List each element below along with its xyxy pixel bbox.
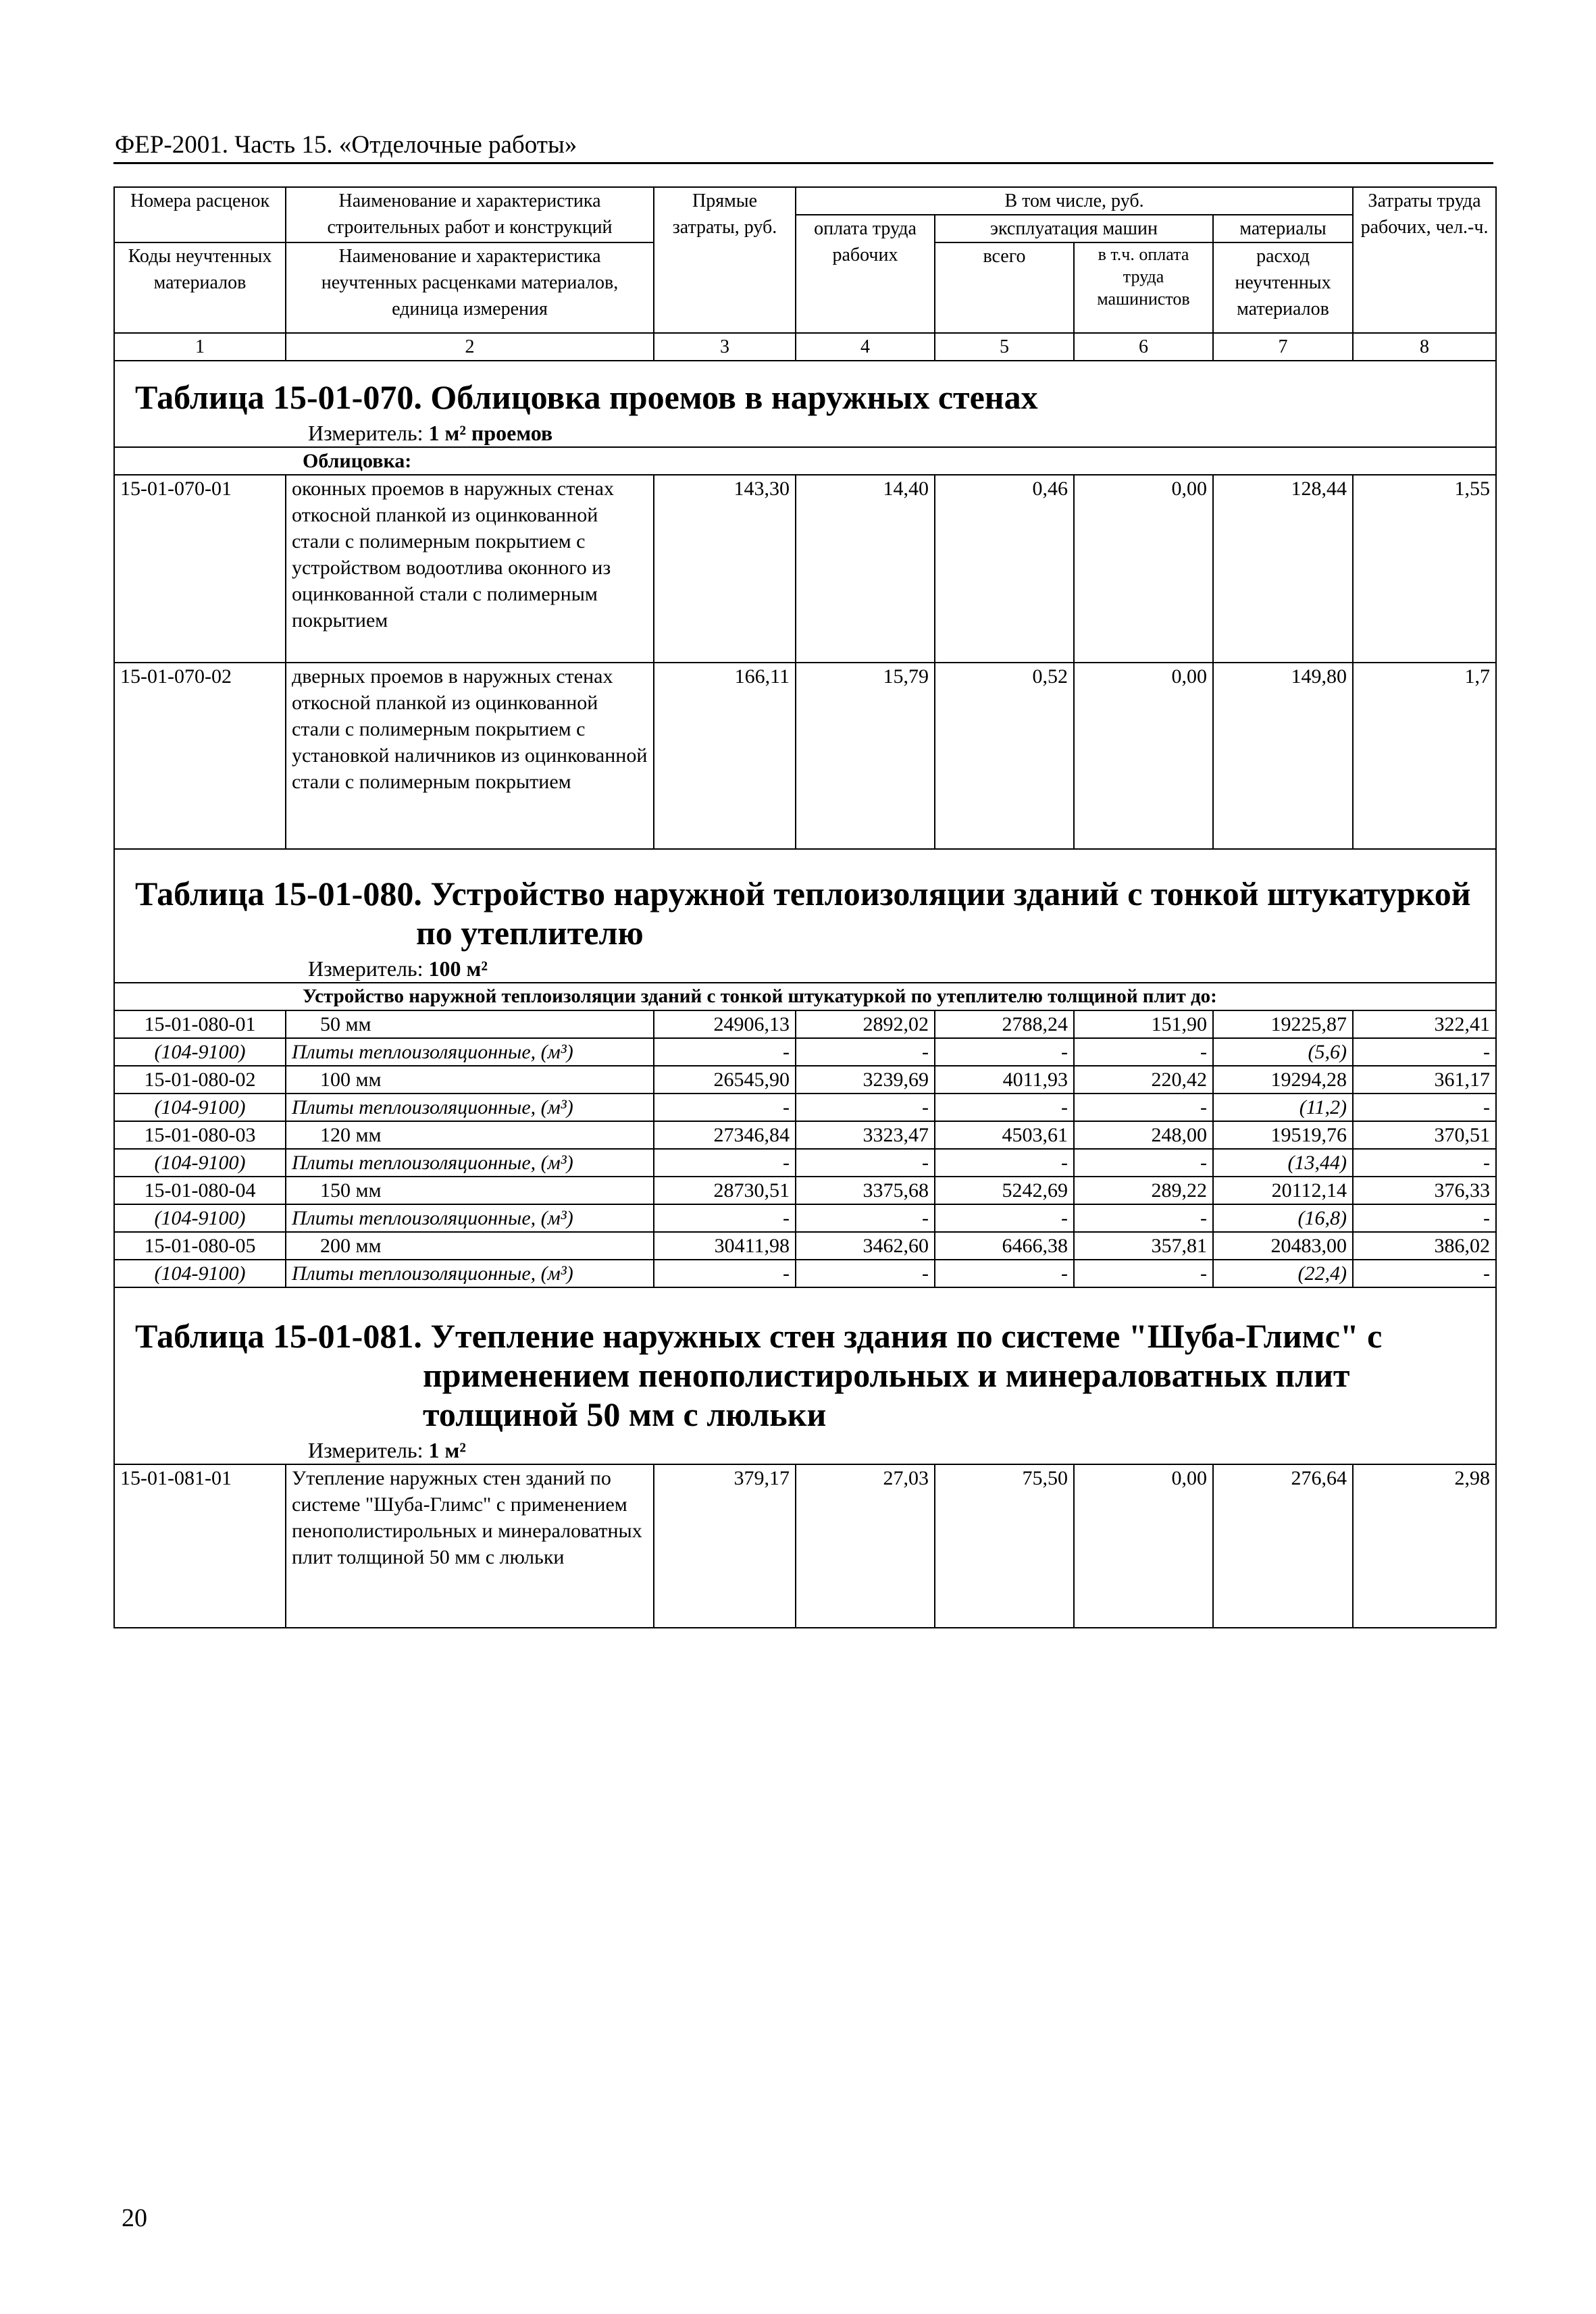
header-rule xyxy=(113,162,1493,164)
machines-wages: 248,00 xyxy=(1074,1121,1213,1149)
labour: 322,41 xyxy=(1353,1010,1496,1038)
table-title-continued: толщиной 50 мм с люльки xyxy=(423,1395,827,1433)
page-number: 20 xyxy=(122,2204,147,2232)
table-title-continued: по утеплителю xyxy=(416,914,644,952)
machines-wages: 357,81 xyxy=(1074,1232,1213,1260)
col-header-machines: эксплуатация машин xyxy=(935,215,1213,242)
material-name: Плиты теплоизоляционные, (м³) xyxy=(286,1038,654,1066)
material-value: - xyxy=(1353,1204,1496,1232)
material-value: - xyxy=(1074,1204,1213,1232)
material-value: - xyxy=(935,1149,1074,1177)
direct-cost: 24906,13 xyxy=(654,1010,796,1038)
col-header-machines-total: всего xyxy=(935,242,1074,333)
rate-name: Утепление наружных стен зданий по системе "Шуба-Глимс" с применением пенополистирольных и минераловатных плит толщиной 50 мм с люльки xyxy=(286,1464,654,1628)
col-header-machines-wages: в т.ч. оплата труда машинистов xyxy=(1074,242,1213,333)
measure-label: Измеритель: xyxy=(308,421,423,445)
material-name: Плиты теплоизоляционные, (м³) xyxy=(286,1094,654,1121)
rate-code: 15-01-081-01 xyxy=(114,1464,286,1628)
machines-total: 2788,24 xyxy=(935,1010,1074,1038)
direct-cost: 143,30 xyxy=(654,475,796,663)
wages: 3239,69 xyxy=(796,1066,935,1094)
rate-name: 150 мм xyxy=(286,1177,654,1204)
machines-wages: 0,00 xyxy=(1074,475,1213,663)
material-code: (104-9100) xyxy=(114,1094,286,1121)
direct-cost: 28730,51 xyxy=(654,1177,796,1204)
material-value: - xyxy=(1074,1260,1213,1287)
table-title: Таблица 15-01-081. Утепление наружных стен здания по системе "Шуба-Глимс" с xyxy=(135,1317,1383,1355)
col-number: 2 xyxy=(286,333,654,361)
section-heading: Устройство наружной теплоизоляции зданий с тонкой штукатуркой по утеплителю толщиной плит до: xyxy=(114,983,1496,1010)
direct-cost: 30411,98 xyxy=(654,1232,796,1260)
material-value: - xyxy=(935,1260,1074,1287)
materials: 149,80 xyxy=(1213,663,1353,849)
materials: 128,44 xyxy=(1213,475,1353,663)
wages: 3323,47 xyxy=(796,1121,935,1149)
col-header-rate-number: Номера расценок xyxy=(114,187,286,242)
rate-name: 50 мм xyxy=(286,1010,654,1038)
labour: 2,98 xyxy=(1353,1464,1496,1628)
labour: 376,33 xyxy=(1353,1177,1496,1204)
rate-name: 200 мм xyxy=(286,1232,654,1260)
material-use: (5,6) xyxy=(1213,1038,1353,1066)
col-header-materials: материалы xyxy=(1213,215,1353,242)
rate-code: 15-01-080-01 xyxy=(114,1010,286,1038)
measure-value: 1 м² проемов xyxy=(428,421,553,445)
rates-table xyxy=(113,186,1497,1628)
rate-name: дверных проемов в наружных стенах откосной планкой из оцинкованной стали с полимерным покрытием с установкой наличников из оцинкованной стали с полимерным покрытием xyxy=(286,663,654,849)
material-value: - xyxy=(654,1094,796,1121)
table-title-continued: применением пенополистирольных и минераловатных плит xyxy=(423,1356,1350,1394)
measure-value: 100 м² xyxy=(428,956,488,981)
machines-wages: 151,90 xyxy=(1074,1010,1213,1038)
material-value: - xyxy=(796,1038,935,1066)
material-value: - xyxy=(1353,1094,1496,1121)
col-header-work-name: Наименование и характеристика строительных работ и конструкций xyxy=(286,187,654,242)
material-value: - xyxy=(935,1094,1074,1121)
labour: 1,7 xyxy=(1353,663,1496,849)
material-use: (16,8) xyxy=(1213,1204,1353,1232)
rate-code: 15-01-070-02 xyxy=(114,663,286,849)
material-value: - xyxy=(935,1204,1074,1232)
machines-wages: 0,00 xyxy=(1074,663,1213,849)
machines-total: 0,52 xyxy=(935,663,1074,849)
wages: 2892,02 xyxy=(796,1010,935,1038)
rate-code: 15-01-080-04 xyxy=(114,1177,286,1204)
measure-value: 1 м² xyxy=(428,1438,466,1462)
direct-cost: 26545,90 xyxy=(654,1066,796,1094)
material-name: Плиты теплоизоляционные, (м³) xyxy=(286,1260,654,1287)
material-use: (13,44) xyxy=(1213,1149,1353,1177)
machines-wages: 0,00 xyxy=(1074,1464,1213,1628)
materials: 20483,00 xyxy=(1213,1232,1353,1260)
measure-line xyxy=(120,952,1490,982)
direct-cost: 166,11 xyxy=(654,663,796,849)
materials: 276,64 xyxy=(1213,1464,1353,1628)
col-header-materials-use: расход неучтенных материалов xyxy=(1213,242,1353,333)
materials: 19225,87 xyxy=(1213,1010,1353,1038)
machines-total: 0,46 xyxy=(935,475,1074,663)
col-header-material-codes: Коды неучтенных материалов xyxy=(114,242,286,333)
material-value: - xyxy=(654,1149,796,1177)
material-value: - xyxy=(1074,1149,1213,1177)
wages: 3462,60 xyxy=(796,1232,935,1260)
material-value: - xyxy=(935,1038,1074,1066)
measure-line xyxy=(120,417,1490,446)
labour: 386,02 xyxy=(1353,1232,1496,1260)
machines-total: 75,50 xyxy=(935,1464,1074,1628)
material-value: - xyxy=(654,1038,796,1066)
material-value: - xyxy=(796,1204,935,1232)
table-title: Таблица 15-01-080. Устройство наружной теплоизоляции зданий с тонкой штукатуркой xyxy=(135,875,1471,912)
machines-wages: 220,42 xyxy=(1074,1066,1213,1094)
running-head: ФЕР-2001. Часть 15. «Отделочные работы» xyxy=(115,131,577,159)
material-use: (22,4) xyxy=(1213,1260,1353,1287)
wages: 14,40 xyxy=(796,475,935,663)
material-value: - xyxy=(1353,1260,1496,1287)
rate-code: 15-01-080-02 xyxy=(114,1066,286,1094)
rate-code: 15-01-070-01 xyxy=(114,475,286,663)
material-code: (104-9100) xyxy=(114,1149,286,1177)
machines-total: 6466,38 xyxy=(935,1232,1074,1260)
col-number: 3 xyxy=(654,333,796,361)
wages: 3375,68 xyxy=(796,1177,935,1204)
machines-total: 4503,61 xyxy=(935,1121,1074,1149)
col-header-labour: Затраты труда рабочих, чел.-ч. xyxy=(1353,187,1496,333)
col-number: 1 xyxy=(114,333,286,361)
material-value: - xyxy=(654,1204,796,1232)
section-heading: Облицовка: xyxy=(114,447,1496,475)
machines-total: 4011,93 xyxy=(935,1066,1074,1094)
material-value: - xyxy=(1074,1094,1213,1121)
wages: 15,79 xyxy=(796,663,935,849)
table-title: Таблица 15-01-070. Облицовка проемов в наружных стенах xyxy=(135,378,1038,416)
col-number: 4 xyxy=(796,333,935,361)
rate-name: 120 мм xyxy=(286,1121,654,1149)
col-number: 5 xyxy=(935,333,1074,361)
col-number: 7 xyxy=(1213,333,1353,361)
rate-name: 100 мм xyxy=(286,1066,654,1094)
material-name: Плиты теплоизоляционные, (м³) xyxy=(286,1149,654,1177)
material-code: (104-9100) xyxy=(114,1038,286,1066)
material-value: - xyxy=(654,1260,796,1287)
measure-label: Измеритель: xyxy=(308,956,423,981)
material-value: - xyxy=(796,1149,935,1177)
col-header-wages: оплата труда рабочих xyxy=(796,215,935,333)
wages: 27,03 xyxy=(796,1464,935,1628)
rate-name: оконных проемов в наружных стенах откосной планкой из оцинкованной стали с полимерным покрытием с устройством водоотлива оконного из оцинкованной стали с полимерным покрытием xyxy=(286,475,654,663)
material-value: - xyxy=(796,1094,935,1121)
labour: 361,17 xyxy=(1353,1066,1496,1094)
material-value: - xyxy=(1074,1038,1213,1066)
materials: 19294,28 xyxy=(1213,1066,1353,1094)
col-number: 6 xyxy=(1074,333,1213,361)
measure-line xyxy=(120,1434,1490,1464)
col-number: 8 xyxy=(1353,333,1496,361)
machines-total: 5242,69 xyxy=(935,1177,1074,1204)
material-code: (104-9100) xyxy=(114,1260,286,1287)
materials: 20112,14 xyxy=(1213,1177,1353,1204)
labour: 1,55 xyxy=(1353,475,1496,663)
measure-label: Измеритель: xyxy=(308,1438,423,1462)
material-value: - xyxy=(1353,1149,1496,1177)
rate-code: 15-01-080-03 xyxy=(114,1121,286,1149)
machines-wages: 289,22 xyxy=(1074,1177,1213,1204)
material-value: - xyxy=(1353,1038,1496,1066)
material-code: (104-9100) xyxy=(114,1204,286,1232)
col-header-material-names: Наименование и характеристика неучтенных расценками материалов, единица измерения xyxy=(286,242,654,333)
materials: 19519,76 xyxy=(1213,1121,1353,1149)
direct-cost: 27346,84 xyxy=(654,1121,796,1149)
labour: 370,51 xyxy=(1353,1121,1496,1149)
material-use: (11,2) xyxy=(1213,1094,1353,1121)
direct-cost: 379,17 xyxy=(654,1464,796,1628)
col-header-direct-costs: Прямые затраты, руб. xyxy=(654,187,796,333)
rate-code: 15-01-080-05 xyxy=(114,1232,286,1260)
col-header-in-that: В том числе, руб. xyxy=(796,187,1353,215)
material-name: Плиты теплоизоляционные, (м³) xyxy=(286,1204,654,1232)
material-value: - xyxy=(796,1260,935,1287)
